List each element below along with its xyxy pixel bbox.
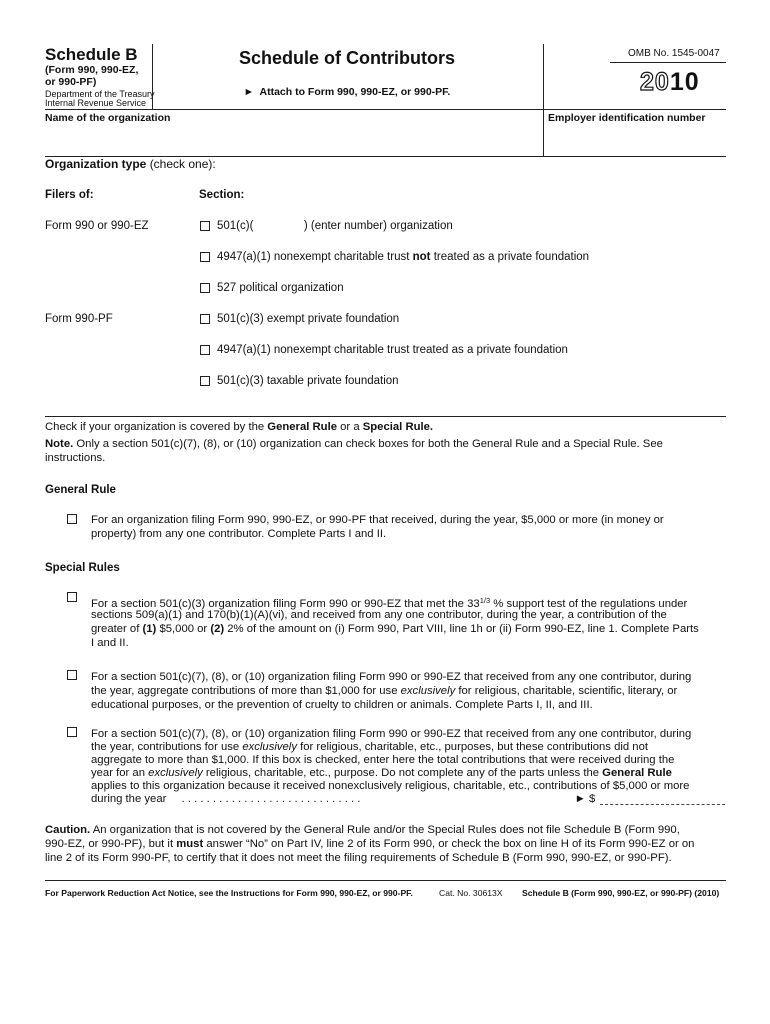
section-label: Section: — [199, 189, 245, 201]
caution-l2a: 990-EZ, or 990-PF), but it — [45, 838, 177, 850]
checkbox-special-rule-3[interactable] — [67, 727, 77, 737]
caution-line-3: line 2 of its Form 990-PF, to certify that it does not meet the filing requirements of Schedule B (Form 990, 990-EZ, or 990-PF). — [45, 852, 672, 864]
org-type-bottom-rule — [45, 416, 726, 417]
note-line-2: instructions. — [45, 452, 106, 464]
sr1-l3d: (2) — [210, 623, 225, 635]
note-label: Note. — [45, 438, 74, 450]
org-type-hint: (check one): — [149, 157, 216, 171]
option-501c-b: ) (enter number) organization — [303, 220, 453, 232]
rule-check-instruction — [45, 420, 433, 434]
sr3-l4a: year for an — [91, 767, 149, 779]
arrow-right-icon: ► — [574, 793, 586, 805]
attach-instruction — [152, 86, 542, 98]
sr1-l3a: greater of — [91, 623, 143, 635]
arrow-right-icon: ► — [243, 86, 255, 98]
special-rule-3-line-3: aggregate to more than $1,000. If this box is checked, enter here the total contributions that were received during the — [91, 754, 675, 766]
checkbox-501c3-taxable-pf[interactable] — [200, 376, 210, 386]
form-990-label: Form 990 or 990-EZ — [45, 220, 149, 232]
sr1-l1a: For a section 501(c)(3) organization filing Form 990 or 990-EZ that met the 33 — [91, 598, 480, 610]
special-rule-3-line-6 — [91, 792, 595, 806]
rule-check-general: General Rule — [267, 421, 337, 433]
main-title: Schedule of Contributors — [239, 48, 455, 68]
option-527: 527 political organization — [217, 282, 344, 294]
general-rule-heading: General Rule — [45, 484, 116, 496]
note-text-1: Only a section 501(c)(7), (8), or (10) organization can check boxes for both the General Rule and a Special Rule. See — [73, 438, 663, 450]
sr3-l2a: the year, contributions for use — [91, 741, 243, 753]
tax-year-outline: 20 — [640, 68, 670, 96]
dollar-sign: $ — [588, 793, 596, 805]
option-4947-not-pf-emphasis: not — [412, 251, 431, 263]
sr1-l3e: 2% of the amount on (i) Form 990, Part VIII, line 1h or (ii) Form 990-EZ, line 1. Complete Parts — [224, 623, 699, 635]
note-line-1 — [45, 437, 663, 451]
option-501c3-taxable-pf: 501(c)(3) taxable private foundation — [217, 375, 399, 387]
option-4947-pf: 4947(a)(1) nonexempt charitable trust treated as a private foundation — [217, 344, 568, 356]
caution-line-2 — [45, 837, 694, 851]
paperwork-notice: For Paperwork Reduction Act Notice, see the Instructions for Form 990, 990-EZ, or 990-PF. — [45, 888, 413, 898]
checkbox-527[interactable] — [200, 283, 210, 293]
general-rule-line-2: property) from any one contributor. Complete Parts I and II. — [91, 528, 387, 540]
ein-label: Employer identification number — [548, 112, 706, 124]
option-501c-a: 501(c)( — [217, 220, 254, 232]
footer-form-reference: Schedule B (Form 990, 990-EZ, or 990-PF) (2010) — [522, 888, 720, 898]
sr3-l4b: exclusively — [148, 767, 203, 779]
tax-year-bold: 10 — [669, 68, 700, 96]
sr1-fraction: 1/3 — [479, 596, 491, 605]
checkbox-special-rule-1[interactable] — [67, 592, 77, 602]
caution-text-1: An organization that is not covered by the General Rule and/or the Special Rules does not file Schedule B (Form 990, — [90, 824, 680, 836]
option-4947-not-pf-a: 4947(a)(1) nonexempt charitable trust — [217, 251, 413, 263]
sr3-l6: during the year — [91, 793, 167, 805]
general-rule-line-1: For an organization filing Form 990, 990-EZ, or 990-PF that received, during the year, $5,000 or more (in money or — [91, 514, 664, 526]
sr2-l2b: exclusively — [400, 685, 456, 697]
attach-text: Attach to Form 990, 990-EZ, or 990-PF. — [259, 86, 451, 98]
option-4947-not-pf — [217, 250, 589, 264]
caution-label: Caution. — [45, 824, 91, 836]
header-bottom-rule — [45, 109, 726, 110]
leader-dots: . . . . . . . . . . . . . . . . . . . . . . . . . . . . . — [181, 793, 361, 805]
special-rule-2-line-1: For a section 501(c)(7), (8), or (10) organization filing Form 990 or 990-EZ that received from any one contributor, during — [91, 671, 692, 683]
checkbox-special-rule-2[interactable] — [67, 670, 77, 680]
special-rule-3-line-1: For a section 501(c)(7), (8), or (10) organization filing Form 990 or 990-EZ that received from any one contributor, during — [91, 728, 692, 740]
contribution-amount-field[interactable] — [600, 803, 725, 805]
special-rule-2-line-3: educational purposes, or the prevention of cruelty to children or animals. Complete Parts I, II, and III. — [91, 699, 593, 711]
rule-check-or: or a — [337, 421, 363, 433]
sr3-l4c: religious, charitable, etc., purpose. Do not complete any of the parts unless the — [202, 767, 603, 779]
ein-field[interactable] — [548, 126, 724, 154]
footer-rule — [45, 880, 726, 881]
org-name-field[interactable] — [45, 126, 540, 154]
rule-check-special: Special Rule. — [362, 421, 434, 433]
department-line-1: Department of the Treasury — [45, 89, 155, 99]
sr1-l3b: (1) — [142, 623, 157, 635]
catalog-number: Cat. No. 30613X — [439, 888, 503, 898]
sr1-l3c: $5,000 or — [156, 623, 211, 635]
checkbox-4947-not-pf[interactable] — [200, 252, 210, 262]
form-subtitle-1: (Form 990, 990-EZ, — [45, 64, 139, 76]
omb-rule — [610, 62, 726, 63]
checkbox-general-rule[interactable] — [67, 514, 77, 524]
caution-line-1 — [45, 823, 680, 837]
rule-check-a: Check if your organization is covered by the — [45, 421, 268, 433]
special-rule-1-line-4: I and II. — [91, 637, 129, 649]
special-rule-1-line-3 — [91, 622, 699, 636]
department-line-2: Internal Revenue Service — [45, 98, 147, 108]
sr2-l2a: the year, aggregate contributions of more than $1,000 for use — [91, 685, 401, 697]
omb-number: OMB No. 1545-0047 — [628, 48, 720, 59]
sr1-l1b: % support test of the regulations under — [490, 598, 688, 610]
option-4947-not-pf-b: treated as a private foundation — [430, 251, 590, 263]
form-title: Schedule B — [45, 45, 138, 64]
form-subtitle-2: or 990-PF) — [45, 76, 97, 88]
special-rule-1-line-2: sections 509(a)(1) and 170(b)(1)(A)(vi), and received from any one contributor, during the year, a contribution of the — [91, 609, 667, 621]
tax-year — [640, 68, 700, 97]
option-501c3-exempt-pf: 501(c)(3) exempt private foundation — [217, 313, 400, 325]
special-rules-heading: Special Rules — [45, 562, 120, 574]
sr2-l2c: for religious, charitable, scientific, literary, or — [455, 685, 678, 697]
form-990pf-label: Form 990-PF — [45, 313, 113, 325]
caution-l2c: answer “No” on Part IV, line 2 of its Form 990, or check the box on line H of its Form 990-EZ or on — [203, 838, 695, 850]
checkbox-501c3-exempt-pf[interactable] — [200, 314, 210, 324]
header-divider-right — [543, 44, 544, 109]
sr3-l4d: General Rule — [602, 767, 672, 779]
checkbox-4947-pf[interactable] — [200, 345, 210, 355]
special-rule-2-line-2 — [91, 684, 677, 698]
option-501c — [217, 219, 453, 233]
caution-l2b: must — [176, 838, 204, 850]
name-ein-divider — [543, 109, 544, 156]
special-rule-3-line-5: applies to this organization because it received nonexclusively religious, charitable, etc., contributions of $5,000 or more — [91, 780, 690, 792]
org-type-label: Organization type — [45, 157, 147, 171]
org-name-label: Name of the organization — [45, 112, 171, 124]
sr3-l2c: for religious, charitable, etc., purposes, but these contributions did not — [296, 741, 648, 753]
sr3-l2b: exclusively — [242, 741, 297, 753]
filers-of-label: Filers of: — [45, 189, 94, 201]
checkbox-501c[interactable] — [200, 221, 210, 231]
org-type-heading — [45, 157, 216, 171]
